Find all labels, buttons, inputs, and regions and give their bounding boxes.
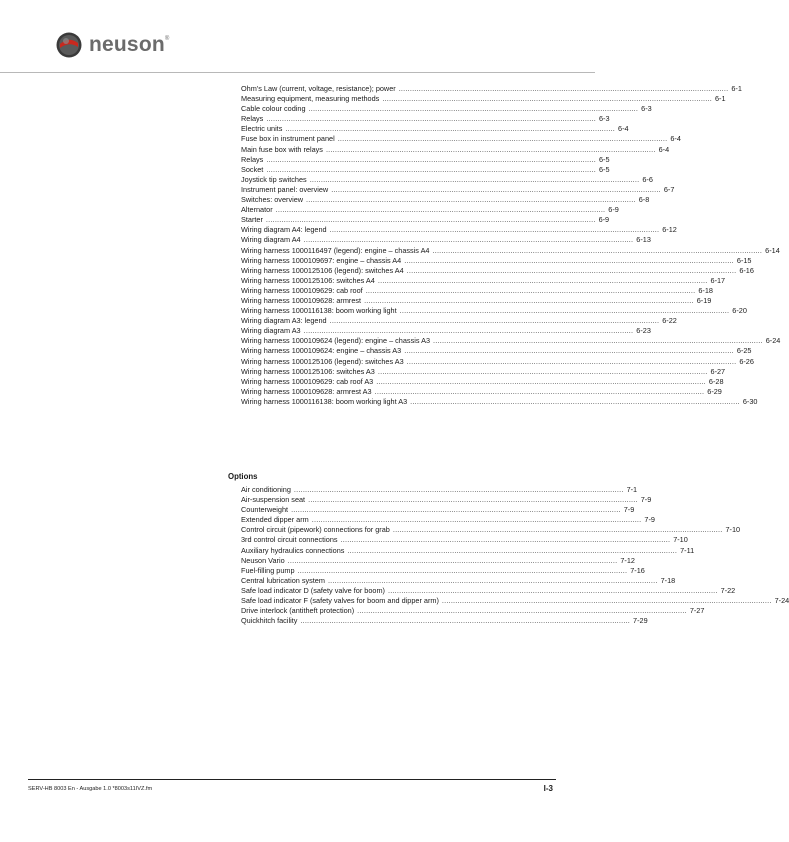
dot-leader <box>288 556 618 566</box>
dot-leader <box>400 306 730 316</box>
toc-entry[interactable] <box>241 316 677 326</box>
dot-leader <box>308 495 638 505</box>
toc-entry-title: Safe load indicator D (safety valve for boom) <box>241 585 385 595</box>
toc-entry-title: Control circuit (pipework) connections for grab <box>241 525 390 535</box>
toc-entry-page: 6-12 <box>662 225 677 235</box>
toc-entry-page: 7-12 <box>620 555 635 565</box>
toc-entry-page: 7-9 <box>623 505 635 515</box>
toc-entry-title: Neuson Vario <box>241 555 285 565</box>
toc-entry[interactable] <box>241 366 726 377</box>
toc-entry-title: Wiring harness 1000109628: armrest <box>241 295 362 305</box>
toc-entry-title: Joystick tip switches <box>241 174 307 184</box>
toc-entry[interactable] <box>241 346 752 356</box>
toc-entry[interactable] <box>241 235 651 245</box>
dot-leader <box>298 566 628 576</box>
toc-entry-page: 7-22 <box>720 585 736 595</box>
dot-leader <box>442 596 772 606</box>
toc-entry[interactable] <box>241 535 688 545</box>
dot-leader <box>328 576 658 586</box>
dot-leader <box>300 616 630 626</box>
toc-entry[interactable] <box>241 225 677 235</box>
toc-entry-page: 6-5 <box>598 164 610 174</box>
toc-entry-title: Socket <box>241 164 264 174</box>
dot-leader <box>304 235 634 245</box>
toc-entry[interactable] <box>241 174 653 185</box>
dot-leader <box>310 175 640 185</box>
toc-entry-title: Starter <box>241 215 263 225</box>
toc-entry-title: Auxiliary hydraulics connections <box>241 545 345 555</box>
toc-entry-title: Instrument panel: overview <box>241 184 329 194</box>
toc-entry-page: 7-29 <box>633 616 648 626</box>
toc-entry[interactable] <box>241 596 789 606</box>
toc-entry[interactable] <box>241 124 629 134</box>
toc-entry[interactable] <box>241 525 741 535</box>
toc-entry-page: 6-5 <box>598 154 610 164</box>
toc-entry-title: Main fuse box with relays <box>241 144 323 154</box>
dot-leader <box>366 286 696 296</box>
dot-leader <box>378 367 708 377</box>
dot-leader <box>266 114 596 124</box>
toc-entry-title: Switches: overview <box>241 195 304 205</box>
brand-logo <box>56 32 170 58</box>
toc-entry-page: 7-18 <box>660 575 676 585</box>
toc-entry-page: 6-23 <box>636 326 651 336</box>
dot-leader <box>375 387 705 397</box>
toc-entry-title: Wiring diagram A4: legend <box>241 225 327 235</box>
toc-entry-title: Air-suspension seat <box>241 495 306 505</box>
toc-entry-page: 6-29 <box>707 386 722 396</box>
dot-leader <box>330 225 660 235</box>
toc-entry-page: 6-26 <box>739 356 754 366</box>
toc-entry-title: Wiring harness 1000109624 (legend): engine – chassis A3 <box>241 336 431 346</box>
toc-entry-title: Wiring harness 1000116138: boom working light <box>241 306 397 316</box>
toc-entry-page: 6-24 <box>765 336 781 346</box>
toc-entry-page: 7-10 <box>725 525 741 535</box>
toc-entry-page: 6-27 <box>710 366 726 376</box>
toc-entry-page: 6-16 <box>739 265 754 275</box>
toc-entry[interactable] <box>241 84 742 94</box>
table-of-contents-electrics <box>241 84 781 407</box>
toc-entry[interactable] <box>241 195 650 205</box>
toc-entry-title: Wiring harness 1000109629: cab roof <box>241 285 363 295</box>
toc-entry[interactable] <box>241 104 652 114</box>
toc-entry[interactable] <box>241 545 695 556</box>
toc-entry-title: Cable colour coding <box>241 104 306 114</box>
toc-entry[interactable] <box>241 134 681 144</box>
toc-entry[interactable] <box>241 215 610 225</box>
dot-leader <box>331 185 661 195</box>
toc-entry-title: Safe load indicator F (safety valves for boom and dipper arm) <box>241 596 439 606</box>
toc-entry-page: 6-17 <box>710 275 726 285</box>
toc-entry-page: 6-9 <box>608 205 619 215</box>
toc-entry[interactable] <box>241 505 635 515</box>
toc-entry-page: 7-10 <box>673 535 688 545</box>
toc-entry-page: 6-6 <box>642 174 653 184</box>
toc-entry-page: 7-9 <box>644 515 655 525</box>
dot-leader <box>312 515 642 525</box>
toc-entry-title: Wiring diagram A3 <box>241 326 301 336</box>
toc-entry[interactable] <box>241 386 722 397</box>
toc-entry-page: 7-1 <box>626 485 638 494</box>
toc-entry-page: 6-18 <box>698 285 713 295</box>
dot-leader <box>382 94 712 104</box>
brand-name: neuson® <box>89 33 170 56</box>
toc-entry[interactable] <box>241 114 610 124</box>
toc-entry[interactable] <box>241 205 619 215</box>
toc-entry[interactable] <box>241 295 712 306</box>
dot-leader <box>266 215 596 225</box>
toc-entry-page: 6-20 <box>732 306 747 316</box>
toc-entry-title: Measuring equipment, measuring methods <box>241 94 380 104</box>
dot-leader <box>407 357 737 367</box>
table-of-contents-options <box>241 485 789 626</box>
toc-entry-page: 7-9 <box>640 495 652 505</box>
dot-leader <box>433 336 763 346</box>
toc-entry[interactable] <box>241 565 645 576</box>
toc-entry[interactable] <box>241 306 747 316</box>
toc-entry-title: Wiring diagram A3: legend <box>241 316 327 326</box>
toc-entry-title: Wiring diagram A4 <box>241 235 301 245</box>
dot-leader <box>433 246 763 256</box>
toc-entry-title: Air conditioning <box>241 485 291 494</box>
toc-entry-title: Counterweight <box>241 505 289 515</box>
toc-entry-page: 6-7 <box>663 184 675 194</box>
dot-leader <box>341 535 671 545</box>
toc-entry-title: Drive interlock (antitheft protection) <box>241 606 355 616</box>
dot-leader <box>399 84 729 94</box>
toc-entry[interactable] <box>241 164 610 175</box>
dot-leader <box>407 266 737 276</box>
toc-entry-page: 6-1 <box>714 94 726 104</box>
dot-leader <box>285 124 615 134</box>
toc-entry[interactable] <box>241 255 752 266</box>
toc-entry[interactable] <box>241 275 726 286</box>
toc-entry[interactable] <box>241 154 610 165</box>
toc-entry-page: 6-4 <box>658 144 670 154</box>
toc-entry-page: 7-24 <box>774 596 789 606</box>
toc-entry-page: 6-14 <box>765 245 780 255</box>
dot-leader <box>266 155 596 165</box>
toc-entry[interactable] <box>241 555 635 566</box>
toc-entry-title: Wiring harness 1000116138: boom working light A3 <box>241 396 408 406</box>
dot-leader <box>347 546 677 556</box>
dot-leader <box>393 525 723 535</box>
toc-entry-page: 6-8 <box>638 195 650 205</box>
section-heading-options: Options <box>228 472 258 481</box>
neuson-logo-icon <box>56 32 82 58</box>
toc-entry[interactable] <box>241 515 655 525</box>
toc-entry-title: 3rd control circuit connections <box>241 535 338 545</box>
toc-entry-title: Ohm's Law (current, voltage, resistance); power <box>241 84 396 93</box>
toc-entry-title: Wiring harness 1000109697: engine – chassis A4 <box>241 255 402 265</box>
toc-entry-title: Wiring harness 1000125106 (legend): switches A4 <box>241 265 404 275</box>
dot-leader <box>357 606 687 616</box>
toc-entry[interactable] <box>241 94 726 104</box>
toc-entry-page: 6-22 <box>662 316 677 326</box>
toc-entry[interactable] <box>241 356 754 367</box>
toc-entry[interactable] <box>241 376 724 387</box>
page-number: I-3 <box>543 784 553 793</box>
dot-leader <box>294 485 624 495</box>
dot-leader <box>291 505 621 515</box>
toc-entry-title: Extended dipper arm <box>241 515 309 525</box>
dot-leader <box>338 134 668 144</box>
toc-entry[interactable] <box>241 326 651 336</box>
dot-leader <box>388 586 718 596</box>
toc-entry[interactable] <box>241 396 758 407</box>
toc-entry-page: 6-3 <box>641 104 652 114</box>
toc-entry-page: 6-25 <box>736 346 752 356</box>
toc-entry-title: Fuse box in instrument panel <box>241 134 335 144</box>
dot-leader <box>404 256 734 266</box>
toc-entry[interactable] <box>241 495 652 505</box>
toc-entry-page: 6-19 <box>696 295 712 305</box>
footer-divider <box>28 779 556 780</box>
toc-entry[interactable] <box>241 144 670 155</box>
toc-entry-title: Wiring harness 1000109629: cab roof A3 <box>241 376 374 386</box>
toc-entry-title: Quickhitch facility <box>241 616 298 626</box>
toc-entry-title: Wiring harness 1000125106: switches A3 <box>241 366 375 376</box>
toc-entry-title: Wiring harness 1000125106: switches A4 <box>241 275 375 285</box>
dot-leader <box>378 276 708 286</box>
toc-entry-page: 6-9 <box>598 215 610 225</box>
dot-leader <box>304 326 634 336</box>
toc-entry-page: 6-4 <box>618 124 629 134</box>
toc-entry-title: Wiring harness 1000116497 (legend): engine – chassis A4 <box>241 245 430 255</box>
dot-leader <box>276 205 606 215</box>
dot-leader <box>326 145 656 155</box>
toc-entry-title: Relays <box>241 114 264 124</box>
toc-entry[interactable] <box>241 616 648 626</box>
toc-entry[interactable] <box>241 184 675 195</box>
toc-entry-title: Electric units <box>241 124 283 134</box>
toc-entry-page: 7-27 <box>689 606 705 616</box>
toc-entry[interactable] <box>241 245 780 256</box>
toc-entry-page: 6-30 <box>742 396 758 406</box>
toc-entry[interactable] <box>241 336 781 346</box>
toc-entry-page: 6-28 <box>708 376 724 386</box>
footer-document-id: SERV-HB 8003 En - Ausgabe 1.0 *8003s11IVZ.fm <box>28 786 153 792</box>
toc-entry[interactable] <box>241 265 754 276</box>
toc-entry[interactable] <box>241 606 705 616</box>
toc-entry-page: 7-11 <box>680 545 695 555</box>
toc-entry-page: 6-1 <box>731 84 742 93</box>
dot-leader <box>364 296 694 306</box>
toc-entry-title: Central lubrication system <box>241 575 325 585</box>
toc-entry[interactable] <box>241 575 676 586</box>
toc-entry-title: Alternator <box>241 205 273 215</box>
dot-leader <box>404 346 734 356</box>
toc-entry-title: Wiring harness 1000109628: armrest A3 <box>241 386 372 396</box>
header-divider <box>0 72 595 73</box>
dot-leader <box>410 397 740 407</box>
dot-leader <box>306 195 636 205</box>
toc-entry-title: Fuel-filling pump <box>241 565 295 575</box>
toc-entry-title: Relays <box>241 154 264 164</box>
toc-entry-page: 6-13 <box>636 235 651 245</box>
toc-entry-page: 6-15 <box>736 255 752 265</box>
toc-entry[interactable] <box>241 485 638 495</box>
toc-entry-page: 6-3 <box>598 114 610 124</box>
toc-entry-title: Wiring harness 1000125106 (legend): switches A3 <box>241 356 404 366</box>
dot-leader <box>309 104 639 114</box>
toc-entry-page: 6-4 <box>670 134 681 144</box>
toc-entry-page: 7-16 <box>630 565 645 575</box>
toc-entry[interactable] <box>241 585 736 596</box>
toc-entry[interactable] <box>241 285 713 296</box>
toc-entry-title: Wiring harness 1000109624: engine – chassis A3 <box>241 346 402 356</box>
dot-leader <box>266 165 596 175</box>
dot-leader <box>376 377 706 387</box>
dot-leader <box>330 316 660 326</box>
